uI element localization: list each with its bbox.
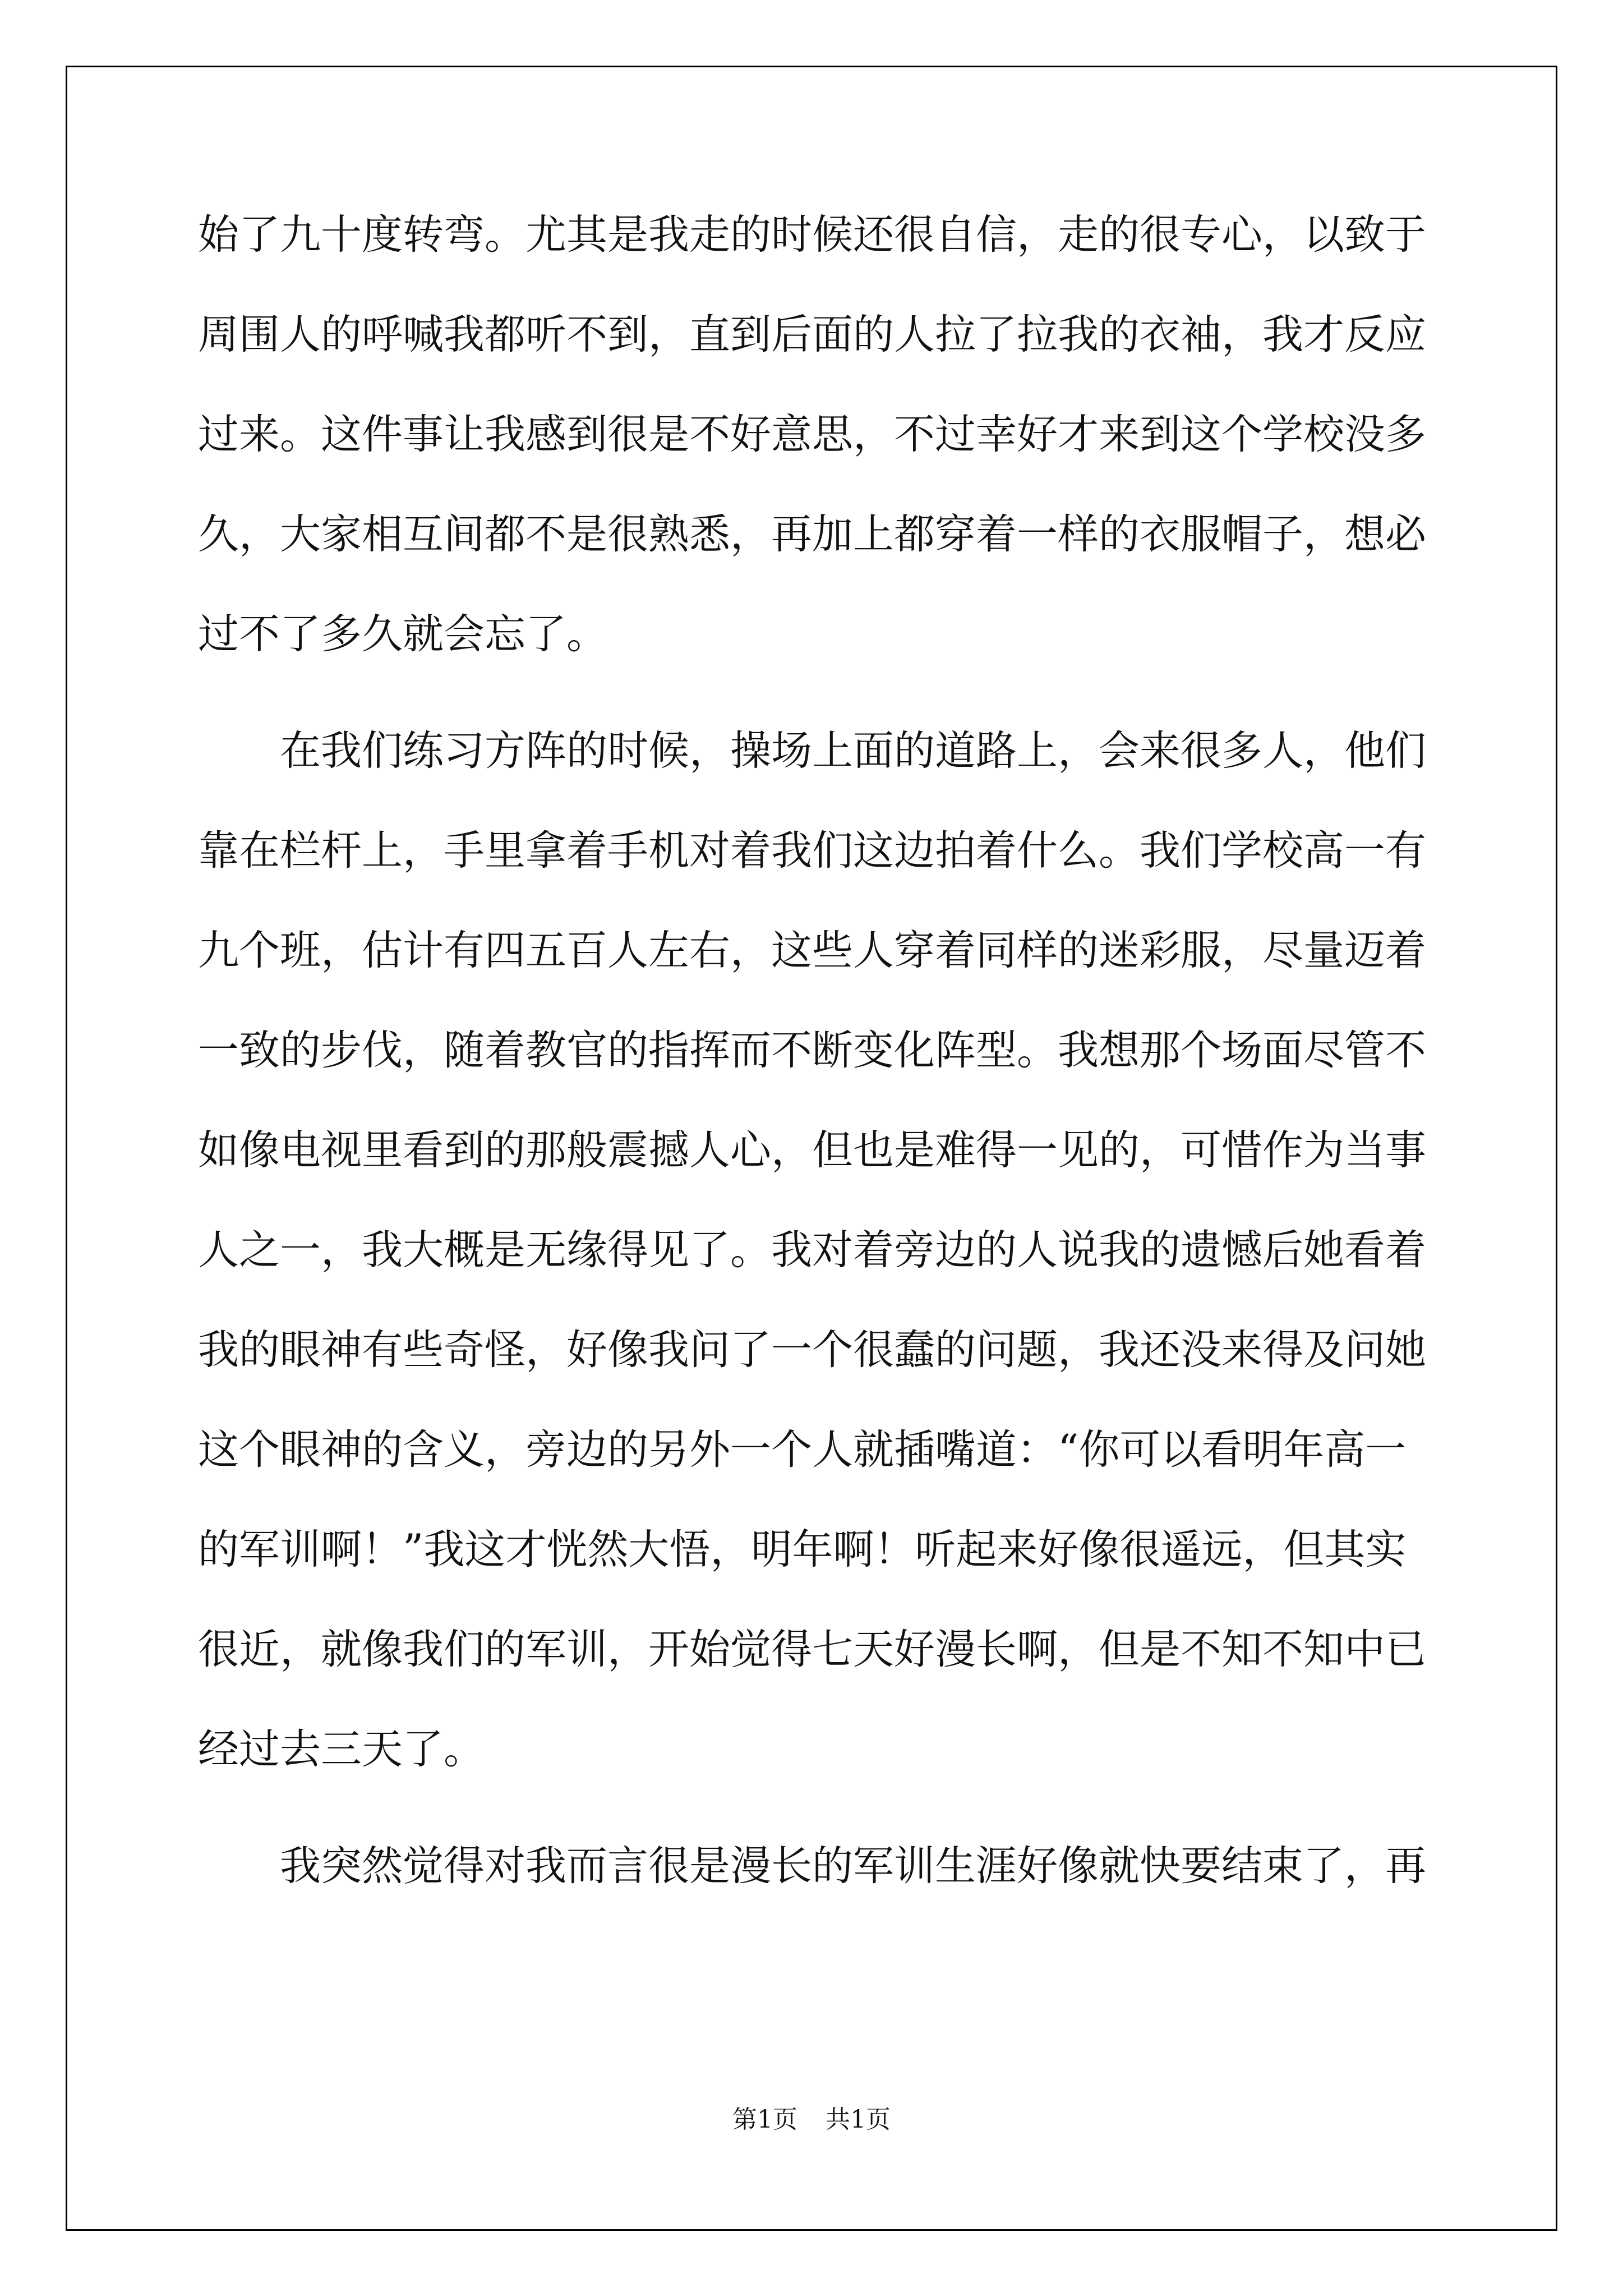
text-line: 在我们练习方阵的时候，操场上面的道路上，会来很多人，他们	[280, 727, 1426, 775]
paragraph-gap	[198, 684, 1432, 701]
page-number: 第1页	[732, 2105, 797, 2134]
text-line: 过来。这件事让我感到很是不好意思，不过幸好才来到这个学校没多	[198, 411, 1426, 458]
text-line: 我突然觉得对我而言很是漫长的军训生涯好像就快要结束了，再	[280, 1842, 1426, 1890]
paragraph-gap	[198, 1800, 1432, 1816]
text-line: 九个班，估计有四五百人左右，这些人穿着同样的迷彩服，尽量迈着	[198, 927, 1426, 974]
text-line: 一致的步伐，随着教官的指挥而不断变化阵型。我想那个场面尽管不	[198, 1027, 1426, 1074]
text-line: 很近，就像我们的军训，开始觉得七天好漫长啊，但是不知不知中已	[198, 1626, 1426, 1673]
page-total: 共1页	[826, 2105, 891, 2134]
text-line: 这个眼神的含义，旁边的另外一个人就插嘴道：“你可以看明年高一	[198, 1426, 1407, 1474]
document-body	[198, 185, 1432, 1916]
page-footer	[0, 2099, 1623, 2135]
text-line: 我的眼神有些奇怪，好像我问了一个很蠢的问题，我还没来得及问她	[198, 1326, 1426, 1374]
text-line: 周围人的呼喊我都听不到，直到后面的人拉了拉我的衣袖，我才反应	[198, 311, 1426, 358]
text-line: 久，大家相互间都不是很熟悉，再加上都穿着一样的衣服帽子，想必	[198, 510, 1426, 558]
text-line: 如像电视里看到的那般震撼人心，但也是难得一见的，可惜作为当事	[198, 1126, 1426, 1174]
text-line: 经过去三天了。	[198, 1726, 485, 1773]
text-line: 始了九十度转弯。尤其是我走的时候还很自信，走的很专心，以致于	[198, 211, 1426, 259]
text-line: 靠在栏杆上，手里拿着手机对着我们这边拍着什么。我们学校高一有	[198, 827, 1426, 875]
text-line: 人之一，我大概是无缘得见了。我对着旁边的人说我的遗憾后她看着	[198, 1226, 1426, 1274]
text-line: 的军训啊！”我这才恍然大悟，明年啊！听起来好像很遥远，但其实	[198, 1526, 1407, 1573]
text-line: 过不了多久就会忘了。	[198, 610, 607, 658]
